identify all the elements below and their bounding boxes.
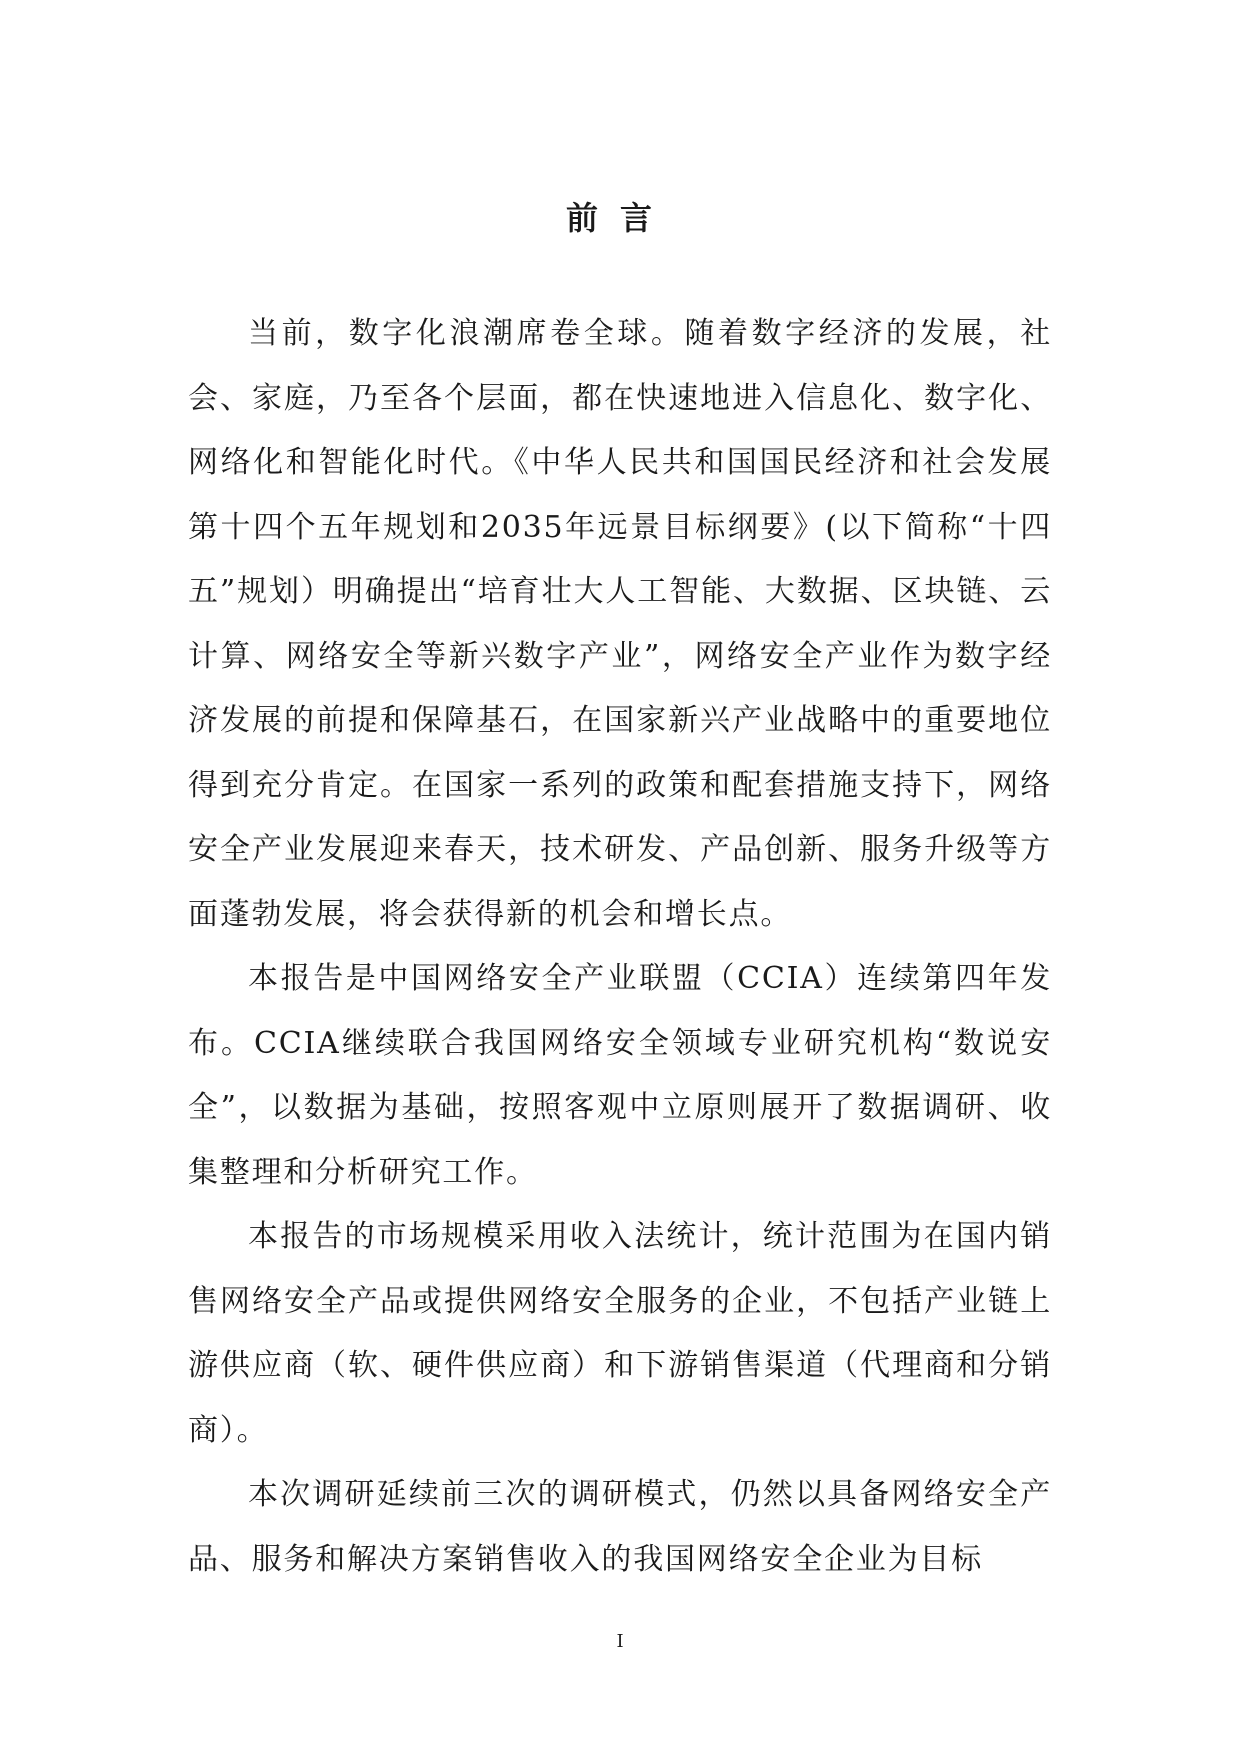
paragraph-4: 本次调研延续前三次的调研模式，仍然以具备网络安全产品、服务和解决方案销售收入的我国网络安全企业为目标	[188, 1477, 1052, 1577]
paragraph-1: 当前，数字化浪潮席卷全球。随着数字经济的发展，社会、家庭，乃至各个层面，都在快速地进入信息化、数字化、网络化和智能化时代。《中华人民共和国国民经济和社会发展第十四个五年规划和2035年远景目标纲要》(以下简称“十四五”规划）明确提出“培育壮大人工智能、大数据、区块链、云计算、网络安全等新兴数字产业”，网络安全产业作为数字经济发展的前提和保障基石，在国家新兴产业战略中的重要地位得到充分肯定。在国家一系列的政策和配套措施支持下，网络安全产业发展迎来春天，技术研发、产品创新、服务升级等方面蓬勃发展，将会获得新的机会和增长点。	[188, 316, 1052, 932]
body-text	[188, 302, 1052, 1592]
paragraph-3: 本报告的市场规模采用收入法统计，统计范围为在国内销售网络安全产品或提供网络安全服务的企业，不包括产业链上游供应商（软、硬件供应商）和下游销售渠道（代理商和分销商）。	[188, 1219, 1052, 1448]
page-title: 前言	[565, 199, 674, 237]
paragraph-2: 本报告是中国网络安全产业联盟（CCIA）连续第四年发布。CCIA继续联合我国网络安全领域专业研究机构“数说安全”，以数据为基础，按照客观中立原则展开了数据调研、收集整理和分析研究工作。	[188, 961, 1052, 1190]
page-number: I	[616, 1631, 624, 1652]
